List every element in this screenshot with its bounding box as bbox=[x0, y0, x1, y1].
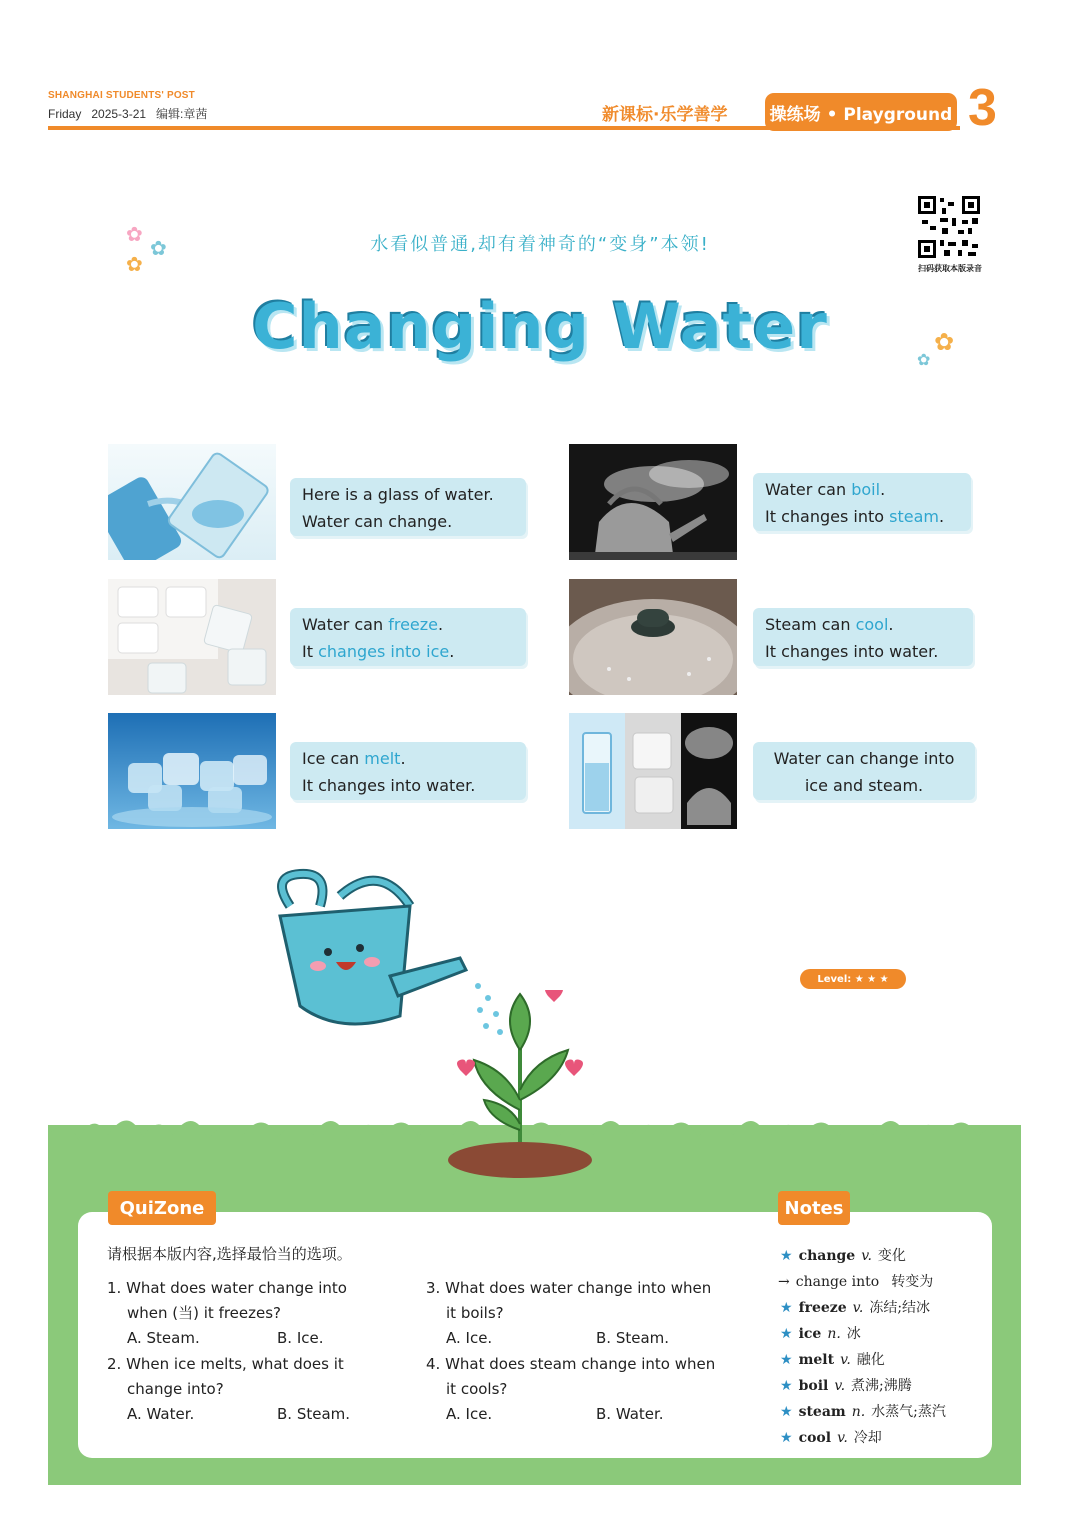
note-item: → change into 转变为 bbox=[778, 1274, 934, 1290]
quiz-option[interactable]: B. Steam. bbox=[596, 1329, 670, 1347]
card-line: It changes into water. bbox=[765, 642, 939, 661]
card-line: It changes into steam. bbox=[765, 507, 945, 526]
flower-icon: ✿ bbox=[917, 350, 931, 369]
note-item: ★ steam n. 水蒸气;蒸汽 bbox=[780, 1404, 946, 1420]
card-bubble bbox=[753, 742, 975, 800]
card-line: Here is a glass of water. bbox=[302, 485, 494, 504]
level-badge: Level: ★ ★ ★ bbox=[800, 969, 906, 989]
quiz-option[interactable]: B. Ice. bbox=[277, 1329, 324, 1347]
quiz-option[interactable]: B. Steam. bbox=[277, 1405, 351, 1423]
quiz-option[interactable]: A. Steam. bbox=[127, 1329, 200, 1347]
card-line: ice and steam. bbox=[804, 776, 924, 795]
quiz-option[interactable]: A. Water. bbox=[127, 1405, 195, 1423]
quiz-question-2: 2. When ice melts, what does it change into? A. Water. B. Steam. bbox=[107, 1352, 427, 1427]
quiz-question-4: 4. What does steam change into when it cools? A. Ice. B. Water. bbox=[426, 1352, 746, 1427]
card-line: It changes into ice. bbox=[302, 642, 455, 661]
note-item: ★ ice n. 冰 bbox=[780, 1326, 861, 1342]
quiz-option[interactable]: B. Water. bbox=[596, 1405, 664, 1423]
section-badge: 操练场 • Playground bbox=[765, 93, 957, 131]
quiz-question-3: 3. What does water change into when it boils? A. Ice. B. Steam. bbox=[426, 1276, 746, 1351]
quiz-option[interactable]: A. Ice. bbox=[446, 1329, 493, 1347]
notes-tag: Notes bbox=[778, 1191, 850, 1225]
page-title: Changing Water bbox=[252, 290, 828, 363]
card-bubble bbox=[290, 608, 526, 666]
page-number: 3 bbox=[968, 79, 997, 137]
quiz-question-1: 1. What does water change into when (当) it freezes? A. Steam. B. Ice. bbox=[107, 1276, 427, 1351]
header-slogan: 新课标·乐学善学 bbox=[602, 105, 728, 125]
flower-icon: ✿ bbox=[934, 328, 955, 356]
note-item: ★ melt v. 融化 bbox=[780, 1352, 885, 1368]
note-item: ★ cool v. 冷却 bbox=[780, 1430, 882, 1446]
note-item: ★ boil v. 煮沸;沸腾 bbox=[780, 1378, 912, 1394]
header-rule bbox=[48, 126, 960, 130]
ice-tray-photo bbox=[108, 579, 276, 695]
card-line: Ice can melt. bbox=[302, 749, 406, 768]
pouring-water-photo bbox=[108, 444, 276, 560]
sprout-plant bbox=[440, 990, 600, 1180]
flower-icon: ✿ bbox=[150, 236, 167, 260]
steamed-lid-photo bbox=[569, 579, 737, 695]
flower-icon: ✿ bbox=[126, 252, 143, 276]
ice-cubes-photo bbox=[108, 713, 276, 829]
flower-icon: ✿ bbox=[126, 222, 143, 246]
card-line: Steam can cool. bbox=[765, 615, 894, 634]
quizone-tag: QuiZone bbox=[108, 1191, 216, 1225]
card-line: It changes into water. bbox=[302, 776, 476, 795]
intro-subtitle: 水看似普通,却有着神奇的“变身”本领! bbox=[370, 234, 710, 255]
quiz-instruction: 请根据本版内容,选择最恰当的选项。 bbox=[107, 1245, 352, 1263]
card-line: Water can change. bbox=[302, 512, 453, 531]
note-item: ★ freeze v. 冻结;结冰 bbox=[780, 1300, 931, 1316]
card-bubble bbox=[290, 742, 526, 800]
card-line: Water can boil. bbox=[765, 480, 886, 499]
date-line: Friday 2025-3-21 编辑:章茜 bbox=[48, 107, 208, 121]
card-bubble bbox=[753, 473, 971, 531]
publication-name: SHANGHAI STUDENTS' POST bbox=[48, 90, 195, 101]
qr-caption: 扫码获取本版录音 bbox=[918, 264, 982, 273]
card-bubble bbox=[290, 478, 526, 536]
card-line: Water can freeze. bbox=[302, 615, 444, 634]
note-item: ★ change v. 变化 bbox=[780, 1248, 906, 1264]
card-bubble bbox=[753, 608, 973, 666]
water-ice-steam-collage bbox=[569, 713, 737, 829]
kettle-steam-photo bbox=[569, 444, 737, 560]
quiz-option[interactable]: A. Ice. bbox=[446, 1405, 493, 1423]
card-line: Water can change into bbox=[773, 749, 955, 768]
